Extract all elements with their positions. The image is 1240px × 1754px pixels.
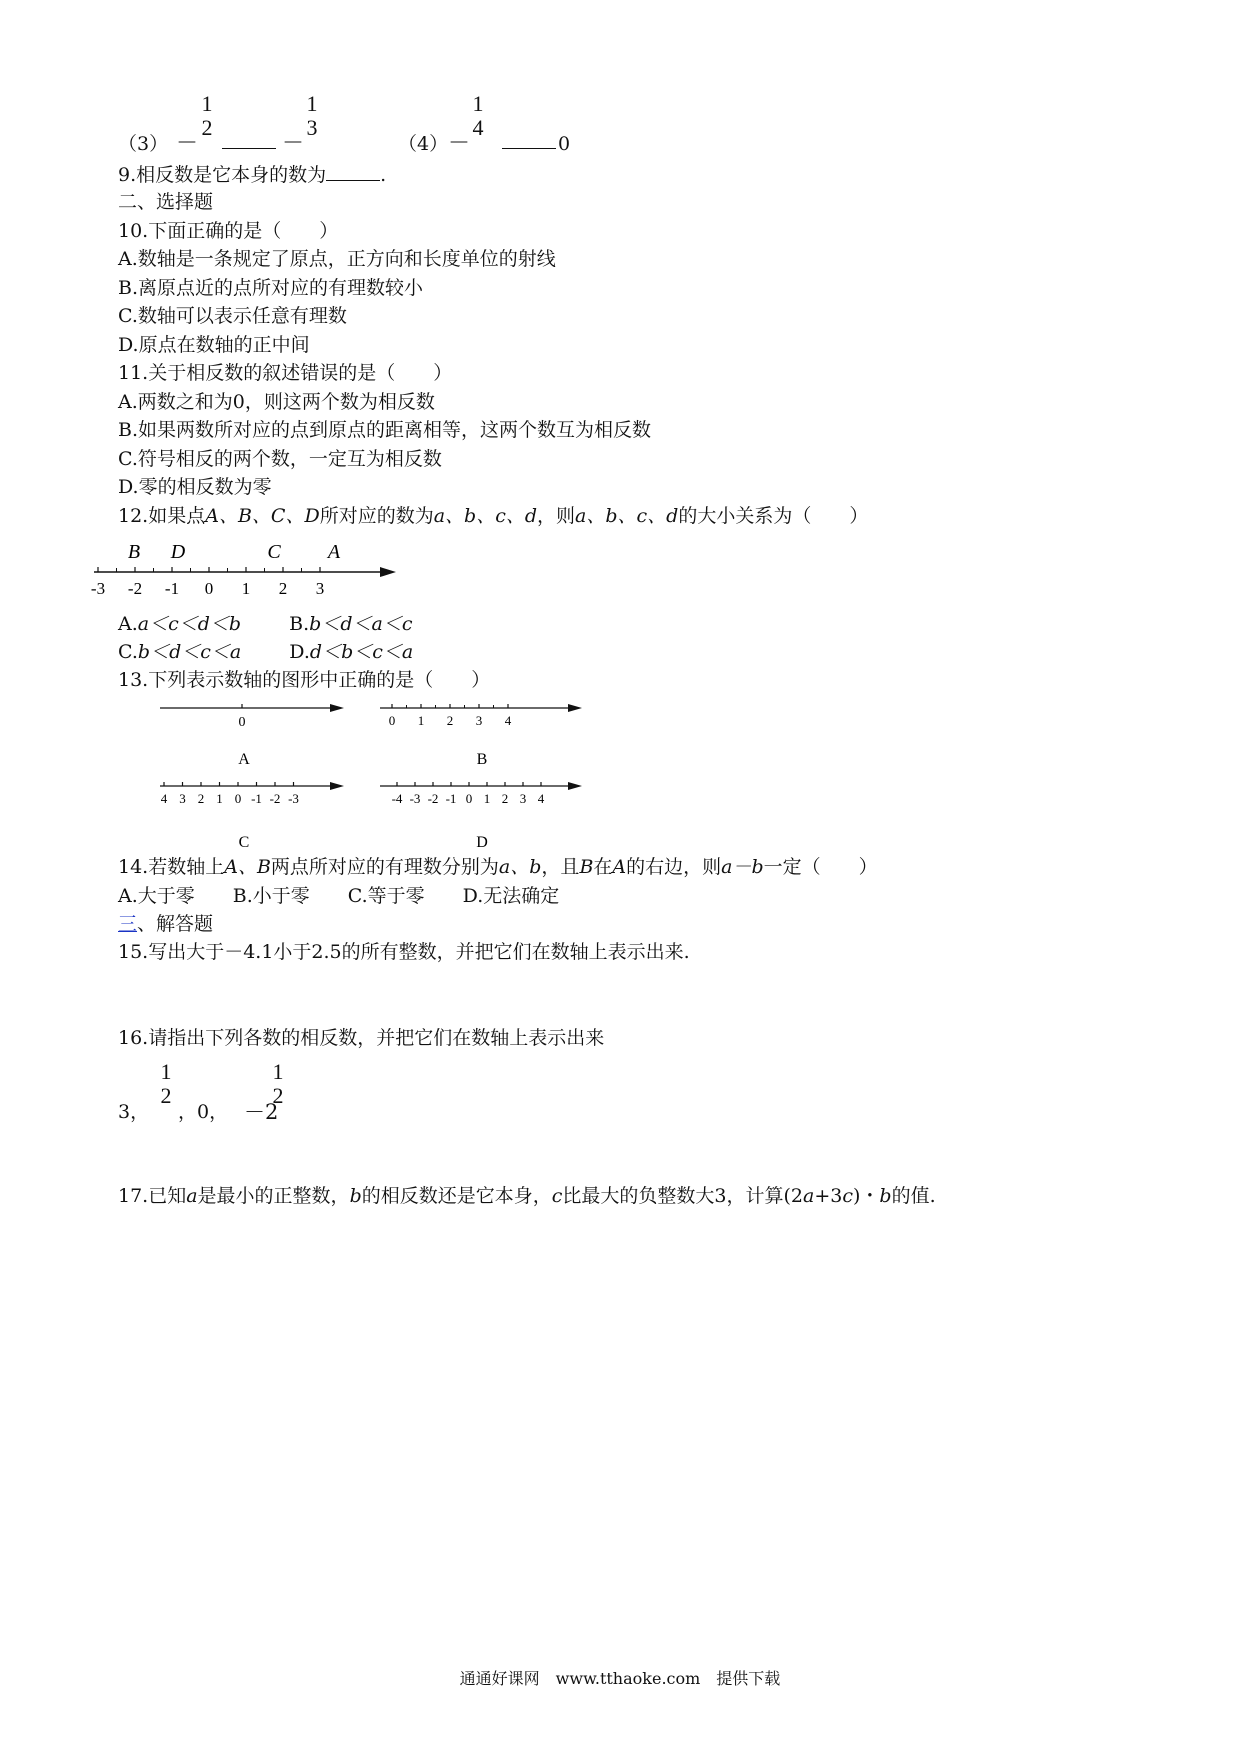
fig-d-arrow <box>568 782 582 790</box>
point-label-a: A <box>327 541 341 563</box>
variable: b <box>349 1185 362 1207</box>
question-14-options: A.大于零 B.小于零 C.等于零 D.无法确定 <box>118 885 560 907</box>
fraction-one-fourth <box>468 92 488 140</box>
fig-c-label: C <box>238 834 250 851</box>
text: )・ <box>853 1185 880 1207</box>
tick-label: -2 <box>427 791 439 806</box>
option-d-label: D. <box>289 641 310 663</box>
text: 12.如果点 <box>118 505 206 527</box>
fig-a-tick-label: 0 <box>238 715 246 730</box>
tick-label: 2 <box>501 791 509 806</box>
tick-label: 1 <box>241 579 251 598</box>
point-label-b: B <box>127 541 141 563</box>
text: ，且 <box>541 856 580 878</box>
section-heading-text: 、解答题 <box>137 913 214 935</box>
question-15: 15.写出大于－4.1小于2.5的所有整数，并把它们在数轴上表示出来. <box>118 941 690 963</box>
question-11-stem: 11.关于相反数的叙述错误的是（ ） <box>118 362 453 384</box>
text: ，则 <box>537 505 576 527</box>
text: 在 <box>593 856 613 878</box>
tick-label: 2 <box>278 579 288 598</box>
question-17 <box>118 1184 936 1208</box>
minus-sign: － <box>176 131 199 156</box>
separator: ，0， <box>178 1101 229 1123</box>
tick-label: 2 <box>446 713 454 728</box>
point-label-d: D <box>170 541 186 563</box>
tick-label: 0 <box>204 579 214 598</box>
variables: A、B <box>224 856 271 878</box>
text: 是最小的正整数， <box>197 1185 350 1207</box>
text: 一定（ ） <box>763 856 878 878</box>
tick-label: -3 <box>409 791 421 806</box>
question-11-option-a: A.两数之和为0，则这两个数为相反数 <box>118 391 435 413</box>
question-12-options-row1 <box>118 612 412 636</box>
tick-label: -3 <box>288 791 299 806</box>
tick-label: -1 <box>164 579 180 598</box>
tick-label: 4 <box>160 791 168 806</box>
fig-a-arrow <box>330 704 344 712</box>
tick-label: -3 <box>90 579 106 598</box>
minus-sign: － <box>448 131 471 156</box>
number-line-q12 <box>90 538 414 598</box>
number-three: 3， <box>118 1101 150 1123</box>
section-heading-choice: 二、选择题 <box>118 191 214 213</box>
tick-label: 3 <box>519 791 527 806</box>
option-c-label: C. <box>118 641 138 663</box>
tick-label: -2 <box>127 579 143 598</box>
numerator: 1 <box>306 91 318 116</box>
period: . <box>380 164 387 186</box>
answer-blank[interactable] <box>502 130 556 155</box>
denominator: 2 <box>272 1083 284 1108</box>
tick-label: 4 <box>504 713 512 728</box>
tick-label: 0 <box>388 713 396 728</box>
text: +3 <box>814 1185 843 1207</box>
text: 14.若数轴上 <box>118 856 225 878</box>
denominator: 4 <box>472 115 484 140</box>
tick-label: 0 <box>234 791 242 806</box>
section-heading-solve <box>118 912 213 936</box>
number-line-figures-q13 <box>150 696 590 856</box>
denominator: 2 <box>160 1083 172 1108</box>
variables: a、b <box>498 856 542 878</box>
text: 比最大的负整数大3，计算(2 <box>562 1185 803 1207</box>
question-14-stem <box>118 855 878 879</box>
tick-label: 1 <box>216 791 223 806</box>
variables: a、b、c、d <box>433 505 537 527</box>
tick-label: -4 <box>391 791 403 806</box>
minus-sign: － <box>282 131 305 156</box>
tick-label: 1 <box>483 791 491 806</box>
question-10-option-b: B.离原点近的点所对应的有理数较小 <box>118 277 424 299</box>
tick-label: 2 <box>197 791 205 806</box>
zero: 0 <box>558 133 571 155</box>
denominator: 2 <box>201 115 213 140</box>
expression: a－b <box>721 856 764 878</box>
numerator: 1 <box>472 91 484 116</box>
tick-label: 0 <box>465 791 473 806</box>
text: 的相反数还是它本身， <box>361 1185 552 1207</box>
tick-label: 3 <box>315 579 325 598</box>
variable: b <box>879 1185 892 1207</box>
option-a: a＜c＜d＜b <box>137 613 242 635</box>
fig-c-arrow <box>330 782 344 790</box>
question-11-option-c: C.符号相反的两个数，一定互为相反数 <box>118 448 442 470</box>
text: 的值. <box>891 1185 936 1207</box>
axis-arrow <box>380 567 396 577</box>
option-b-label: B. <box>289 613 310 635</box>
text: 的大小关系为（ ） <box>678 505 869 527</box>
tick-label: 4 <box>537 791 545 806</box>
variable: B <box>579 856 594 878</box>
option-b: b＜d＜a＜c <box>309 613 413 635</box>
option-d: d＜b＜c＜a <box>309 641 414 663</box>
question-13-stem: 13.下列表示数轴的图形中正确的是（ ） <box>118 669 491 691</box>
tick-label: -1 <box>445 791 457 806</box>
text: 的右边，则 <box>626 856 722 878</box>
tick-label: 1 <box>417 713 425 728</box>
variables: A、B、C、D <box>205 505 320 527</box>
fig-b-label: B <box>476 751 488 768</box>
denominator: 3 <box>306 115 318 140</box>
fraction-one-third <box>302 92 322 140</box>
option-a-label: A. <box>118 613 138 635</box>
variables: a、b、c、d <box>575 505 679 527</box>
fig-d-label: D <box>476 834 488 851</box>
question-10-option-c: C.数轴可以表示任意有理数 <box>118 305 347 327</box>
question-9 <box>118 162 386 187</box>
question-12-stem <box>118 504 868 528</box>
q8-part3-label: （3） <box>118 133 169 155</box>
question-10-option-d: D.原点在数轴的正中间 <box>118 334 310 356</box>
question-16-stem: 16.请指出下列各数的相反数，并把它们在数轴上表示出来 <box>118 1027 605 1049</box>
question-10-option-a: A.数轴是一条规定了原点，正方向和长度单位的射线 <box>118 248 556 270</box>
fig-a-label: A <box>238 751 250 768</box>
section-link[interactable]: 三 <box>118 913 138 935</box>
question-12-options-row2 <box>118 640 413 664</box>
fraction-one-half <box>156 1060 176 1108</box>
variable: A <box>612 856 627 878</box>
numerator: 1 <box>272 1059 284 1084</box>
question-9-text: 9.相反数是它本身的数为 <box>118 164 327 186</box>
option-c: b＜d＜c＜a <box>137 641 242 663</box>
question-10-stem: 10.下面正确的是（ ） <box>118 220 339 242</box>
text: 两点所对应的有理数分别为 <box>270 856 499 878</box>
variable: a <box>186 1185 198 1207</box>
page-footer: 通通好课网 www.tthaoke.com 提供下载 <box>459 1669 781 1688</box>
tick-label: 3 <box>179 791 186 806</box>
text: 17.已知 <box>118 1185 187 1207</box>
numerator: 1 <box>201 91 213 116</box>
tick-label: -2 <box>269 791 281 806</box>
text: 所对应的数为 <box>319 505 434 527</box>
tick-label: 3 <box>475 713 483 728</box>
tick-label: -1 <box>251 791 262 806</box>
question-11-option-d: D.零的相反数为零 <box>118 476 272 498</box>
q8-part4-label: （4） <box>398 133 449 155</box>
question-11-option-b: B.如果两数所对应的点到原点的距离相等，这两个数互为相反数 <box>118 419 652 441</box>
fraction-one-half <box>197 92 217 140</box>
fig-b-arrow <box>568 704 582 712</box>
answer-blank[interactable] <box>222 130 276 155</box>
numerator: 1 <box>160 1059 172 1084</box>
fraction-one-half <box>268 1060 288 1108</box>
number-negative-two: －2 <box>244 1100 279 1124</box>
answer-blank[interactable] <box>326 162 380 181</box>
point-label-c: C <box>267 541 281 563</box>
variable: c <box>842 1185 853 1207</box>
variable: c <box>551 1185 563 1207</box>
variable: a <box>803 1185 815 1207</box>
